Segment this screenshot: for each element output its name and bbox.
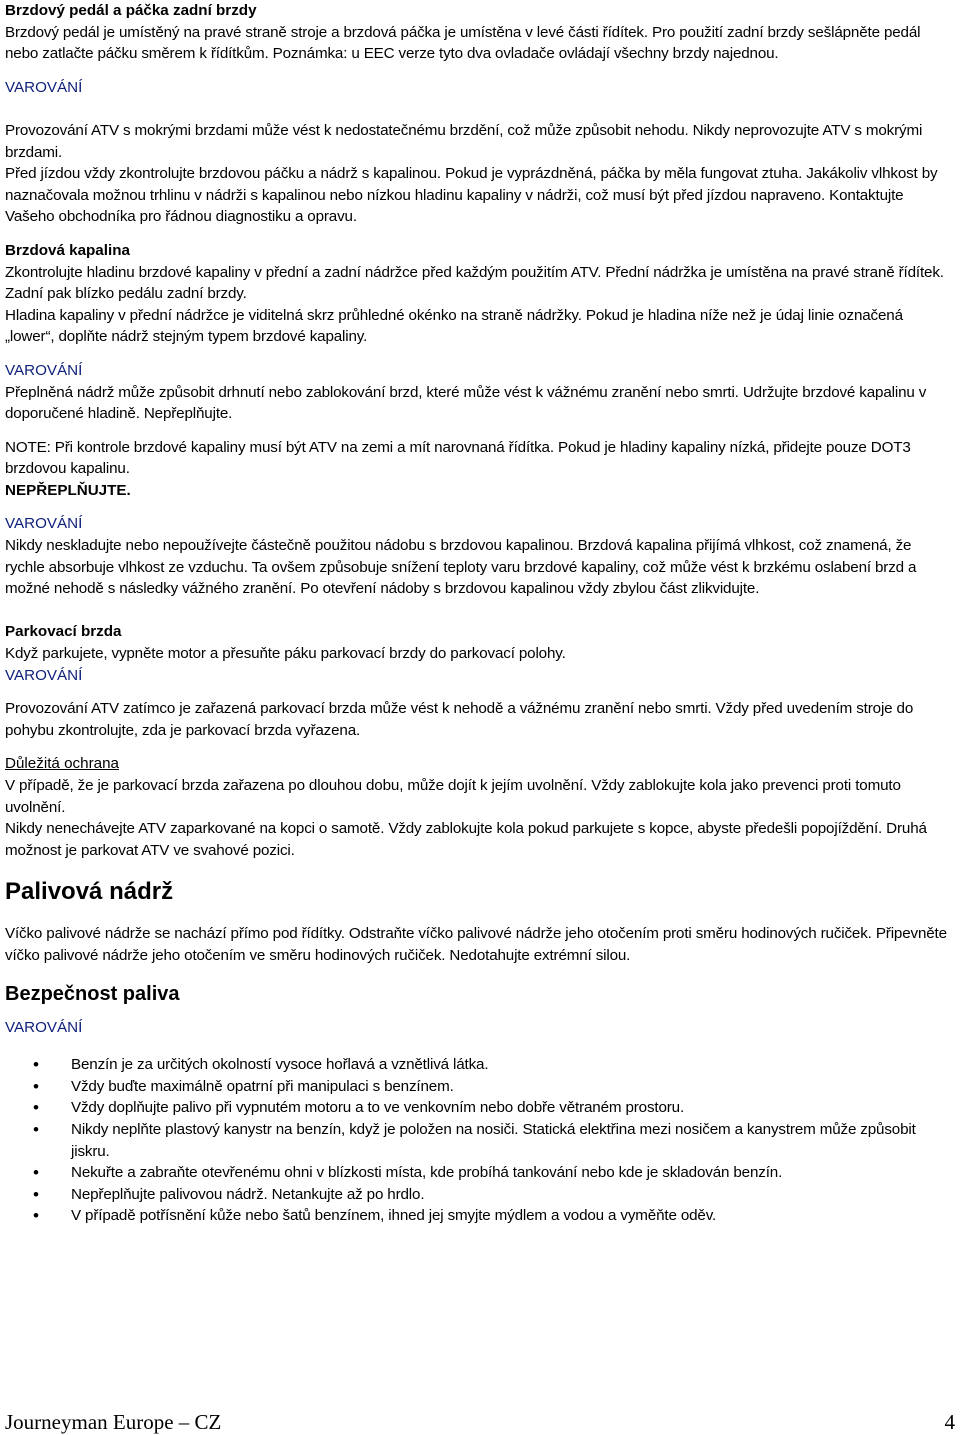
warning-text: Přeplněná nádrž může způsobit drhnutí nebo zablokování brzd, které může vést k vážnému zranění nebo smrti. Udržujte brzdové kapalinu v doporučené hladině. Nepřeplňujte. [5, 383, 927, 423]
list-item: • Vždy buďte maximálně opatrní při manipulaci s benzínem. [71, 1076, 953, 1098]
note-emphasis: NEPŘEPLŇUJTE. [5, 481, 131, 499]
section-title-brake-pedal: Brzdový pedál a páčka zadní brzdy [5, 2, 257, 19]
warning-label: VAROVÁNÍ [5, 1018, 83, 1036]
list-item: • V případě potřísnění kůže nebo šatů benzínem, ihned jej smyjte mýdlem a vodou a vyměňte oděv. [71, 1205, 953, 1227]
list-item: • Nekuřte a zabraňte otevřenému ohni v blízkosti místa, kde probíhá tankování nebo kde je skladován benzín. [71, 1162, 953, 1184]
page-number: 4 [944, 1410, 955, 1434]
list-item: • Nikdy neplňte plastový kanystr na benzín, když je položen na nosiči. Statická elektřina mezi nosičem a kanystrem může způsobit jiskru. [71, 1119, 953, 1162]
parking-text: Když parkujete, vypněte motor a přesuňte páku parkovací brzdy do parkovací polohy. [5, 645, 566, 663]
list-item: • Benzín je za určitých okolností vysoce hořlavá a vznětlivá látka. [71, 1054, 953, 1076]
protection-text: V případě, že je parkovací brzda zařazena po dlouhou dobu, může dojít k jejím uvolnění. Vždy zablokujte kola jako prevenci proti tomuto uvolnění. [5, 777, 901, 816]
footer-label: Journeyman Europe – CZ [5, 1410, 222, 1434]
subsection-title-protection: Důležitá ochrana [5, 755, 119, 773]
list-item: • Vždy doplňujte palivo při vypnutém motoru a to ve venkovním nebo dobře větraném prostoru. [71, 1097, 953, 1119]
heading-fuel-safety: Bezpečnost paliva [5, 982, 180, 1005]
page-footer [5, 1410, 955, 1434]
warning-text: Nikdy neskladujte nebo nepoužívejte částečně použitou nádobu s brzdovou kapalinou. Brzdová kapalina přijímá vlhkost, což znamená, že rychle absorbuje vlhkost ze vzduchu. Ta ovšem způsobuje snížení teploty varu brzdové kapaliny, což může vést k brzkému oslabení brzd a možné nehodě s následky vážného zranění. Po otevření nádoby s brzdovou kapalinou vždy zbylou část zlikvidujte. [5, 537, 917, 598]
warning-text: Před jízdou vždy zkontrolujte brzdovou páčku a nádrž s kapalinou. Pokud je vyprázdněná, páčka by měla fungovat ztuha. Jakákoliv vlhkost by naznačovala možnou trhlinu v nádrži s kapalinou nebo nízkou hladinu kapaliny v nádrži, což musí být před jízdou napraveno. Kontaktujte Vašeho obchodníka pro řádnou diagnostiku a opravu. [5, 165, 938, 226]
brake-fluid-text: Hladina kapaliny v přední nádržce je viditelná skrz průhledné okénko na straně nádržky. Pokud je hladina níže než je údaj linie označená „lower“, doplňte nádrž stejným typem brzdové kapaliny. [5, 306, 903, 346]
brake-fluid-text: Zkontrolujte hladinu brzdové kapaliny v přední a zadní nádržce před každým použitím ATV. Přední nádržka je umístěna na pravé straně řídítek. Zadní pak blízko pedálu zadní brzdy. [5, 263, 944, 303]
list-item: • Nepřeplňujte palivovou nádrž. Netankujte až po hrdlo. [71, 1184, 953, 1206]
heading-fuel-tank: Palivová nádrž [5, 878, 174, 906]
warning-text: Provozování ATV s mokrými brzdami může vést k nedostatečnému brzdění, což může způsobit nehodu. Nikdy neprovozujte ATV s mokrými brzdami. [5, 121, 923, 161]
section-title-parking-brake: Parkovací brzda [5, 623, 122, 641]
fuel-tank-text: Víčko palivové nádrže se nachází přímo pod řídítky. Odstraňte víčko palivové nádrže jeho otočením proti směru hodinových ručiček. Připevněte víčko palivové nádrže jeho otočením ve směru hodinových ručiček. Nedotahujte extrémní silou. [5, 925, 947, 964]
document-page [5, 0, 953, 1227]
fuel-safety-list [5, 1054, 953, 1227]
warning-label: VAROVÁNÍ [5, 515, 83, 533]
warning-label: VAROVÁNÍ [5, 361, 83, 379]
warning-text: Provozování ATV zatímco je zařazená parkovací brzda může vést k nehodě a vážnému zranění nebo smrti. Vždy před uvedením stroje do pohybu zkontrolujte, zda je parkovací brzda vyřazena. [5, 700, 914, 739]
brake-pedal-text: Brzdový pedál je umístěný na pravé straně stroje a brzdová páčka je umístěna v levé části řídítek. Pro použití zadní brzdy sešlápněte pedál nebo zatlačte páčku směrem k řídítkům. Poznámka: u EEC verze tyto dva ovladače ovládají všechny brzdy najednou. [5, 23, 921, 63]
note-text: NOTE: Při kontrole brzdové kapaliny musí být ATV na zemi a mít narovnaná řídítka. Pokud je hladiny kapaliny nízká, přidejte pouze DOT3 brzdovou kapalinu. [5, 438, 911, 478]
section-title-brake-fluid: Brzdová kapalina [5, 241, 130, 259]
protection-text: Nikdy nenechávejte ATV zaparkované na kopci o samotě. Vždy zablokujte kola pokud parkujete s kopce, abyste předešli popojíždění. Druhá možnost je parkovat ATV ve svahové pozici. [5, 820, 927, 859]
warning-label: VAROVÁNÍ [5, 78, 83, 96]
warning-label: VAROVÁNÍ [5, 666, 83, 684]
